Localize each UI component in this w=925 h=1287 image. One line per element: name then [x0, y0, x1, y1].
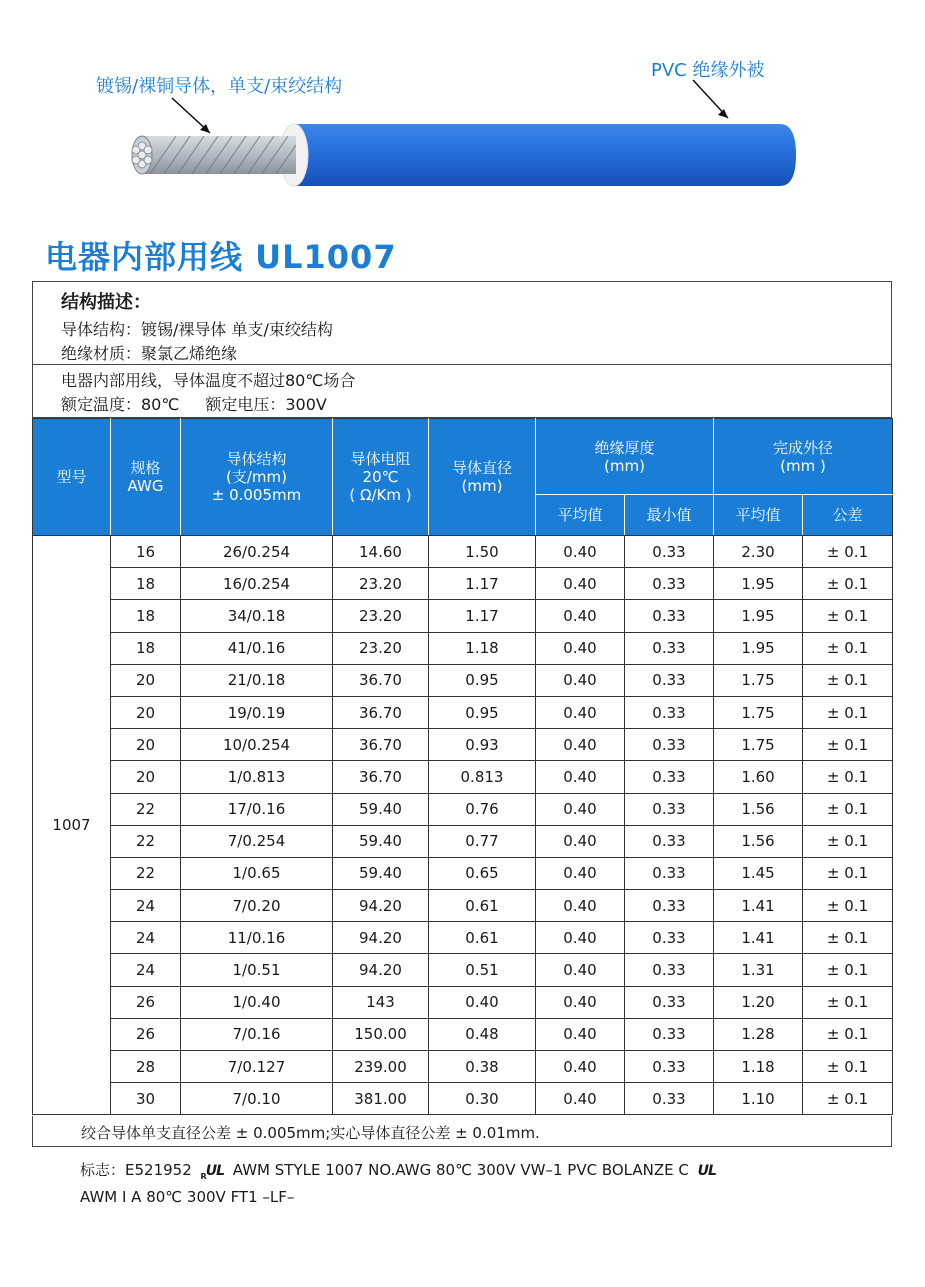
cell-awg: 28	[111, 1051, 181, 1083]
cell-awg: 24	[111, 890, 181, 922]
header-conductor: 导体结构 (支/mm) ± 0.005mm	[181, 419, 333, 536]
cell-resistance: 94.20	[333, 954, 429, 986]
insulation-material: 绝缘材质：聚氯乙烯绝缘	[61, 344, 238, 363]
table-row	[33, 922, 893, 954]
table-row	[33, 664, 893, 696]
marking-prefix: 标志：E521952	[80, 1161, 192, 1179]
cell-tolerance: ± 0.1	[803, 729, 893, 761]
jacket-label: PVC 绝缘外被	[651, 60, 765, 81]
cell-outer-avg: 1.56	[714, 793, 803, 825]
table-row	[33, 1018, 893, 1050]
cell-conductor: 1/0.65	[181, 857, 333, 889]
cell-awg: 20	[111, 664, 181, 696]
cell-insulation-min: 0.33	[625, 1018, 714, 1050]
cell-outer-avg: 1.31	[714, 954, 803, 986]
cell-awg: 16	[111, 536, 181, 568]
cell-outer-avg: 1.10	[714, 1083, 803, 1115]
table-row	[33, 696, 893, 728]
cell-diameter: 1.18	[429, 632, 536, 664]
cell-tolerance: ± 0.1	[803, 536, 893, 568]
cell-outer-avg: 1.75	[714, 696, 803, 728]
ul-logo-icon: $_R$UL	[200, 1163, 224, 1181]
cell-model: 1007	[33, 536, 111, 1115]
cell-diameter: 1.17	[429, 568, 536, 600]
cell-outer-avg: 1.41	[714, 922, 803, 954]
table-row	[33, 890, 893, 922]
header-outer-avg: 平均值	[714, 495, 803, 536]
cell-insulation-avg: 0.40	[536, 922, 625, 954]
cell-insulation-avg: 0.40	[536, 696, 625, 728]
cell-awg: 18	[111, 600, 181, 632]
cell-conductor: 7/0.10	[181, 1083, 333, 1115]
cell-resistance: 59.40	[333, 857, 429, 889]
cell-outer-avg: 1.75	[714, 664, 803, 696]
cell-outer-avg: 1.95	[714, 568, 803, 600]
cell-tolerance: ± 0.1	[803, 857, 893, 889]
cell-diameter: 1.17	[429, 600, 536, 632]
spec-table-body	[33, 536, 893, 1115]
cell-diameter: 0.93	[429, 729, 536, 761]
cell-diameter: 0.61	[429, 922, 536, 954]
cell-conductor: 7/0.127	[181, 1051, 333, 1083]
cell-insulation-avg: 0.40	[536, 664, 625, 696]
cell-insulation-avg: 0.40	[536, 1083, 625, 1115]
cell-insulation-avg: 0.40	[536, 954, 625, 986]
cell-insulation-min: 0.33	[625, 696, 714, 728]
cell-diameter: 1.50	[429, 536, 536, 568]
cell-insulation-avg: 0.40	[536, 600, 625, 632]
header-awg: 规格 AWG	[111, 419, 181, 536]
cell-awg: 30	[111, 1083, 181, 1115]
cell-insulation-min: 0.33	[625, 954, 714, 986]
structure-description	[32, 281, 892, 364]
cell-tolerance: ± 0.1	[803, 986, 893, 1018]
cell-tolerance: ± 0.1	[803, 600, 893, 632]
cell-insulation-min: 0.33	[625, 664, 714, 696]
cell-outer-avg: 1.95	[714, 600, 803, 632]
conductor-label: 镀锡/裸铜导体，单支/束绞结构	[96, 76, 343, 97]
cell-conductor: 1/0.51	[181, 954, 333, 986]
cell-outer-avg: 1.41	[714, 890, 803, 922]
rated-temperature: 额定温度：80℃	[61, 395, 180, 414]
cell-resistance: 36.70	[333, 664, 429, 696]
cell-outer-avg: 1.60	[714, 761, 803, 793]
header-insulation-min: 最小值	[625, 495, 714, 536]
cell-resistance: 23.20	[333, 600, 429, 632]
cell-awg: 18	[111, 632, 181, 664]
cell-tolerance: ± 0.1	[803, 793, 893, 825]
cell-diameter: 0.95	[429, 664, 536, 696]
cell-diameter: 0.95	[429, 696, 536, 728]
cell-resistance: 36.70	[333, 696, 429, 728]
cell-outer-avg: 1.20	[714, 986, 803, 1018]
cell-awg: 20	[111, 729, 181, 761]
cell-conductor: 16/0.254	[181, 568, 333, 600]
cell-tolerance: ± 0.1	[803, 568, 893, 600]
usage-text: 电器内部用线，导体温度不超过80℃场合	[61, 371, 356, 390]
cell-insulation-min: 0.33	[625, 857, 714, 889]
cell-awg: 24	[111, 954, 181, 986]
usage-description	[32, 364, 892, 418]
cell-diameter: 0.813	[429, 761, 536, 793]
cell-insulation-avg: 0.40	[536, 793, 625, 825]
cell-tolerance: ± 0.1	[803, 954, 893, 986]
cell-tolerance: ± 0.1	[803, 922, 893, 954]
cell-insulation-avg: 0.40	[536, 536, 625, 568]
header-outer-diameter: 完成外径 (mm )	[714, 419, 893, 495]
cell-insulation-min: 0.33	[625, 632, 714, 664]
header-insulation-avg: 平均值	[536, 495, 625, 536]
cell-insulation-avg: 0.40	[536, 632, 625, 664]
cell-insulation-avg: 0.40	[536, 1051, 625, 1083]
cell-resistance: 143	[333, 986, 429, 1018]
cell-diameter: 0.65	[429, 857, 536, 889]
cell-insulation-avg: 0.40	[536, 857, 625, 889]
cell-resistance: 381.00	[333, 1083, 429, 1115]
table-row	[33, 1083, 893, 1115]
cell-conductor: 34/0.18	[181, 600, 333, 632]
cell-insulation-min: 0.33	[625, 1083, 714, 1115]
cell-insulation-min: 0.33	[625, 1051, 714, 1083]
conductor-structure: 导体结构：镀锡/裸导体 单支/束绞结构	[61, 320, 333, 339]
cell-awg: 20	[111, 696, 181, 728]
cell-conductor: 7/0.20	[181, 890, 333, 922]
cable-drawing	[0, 0, 925, 220]
cell-conductor: 7/0.16	[181, 1018, 333, 1050]
cell-conductor: 11/0.16	[181, 922, 333, 954]
cell-insulation-min: 0.33	[625, 536, 714, 568]
cell-resistance: 36.70	[333, 729, 429, 761]
cell-conductor: 10/0.254	[181, 729, 333, 761]
cell-outer-avg: 1.28	[714, 1018, 803, 1050]
cell-resistance: 23.20	[333, 568, 429, 600]
cell-tolerance: ± 0.1	[803, 632, 893, 664]
cell-insulation-min: 0.33	[625, 729, 714, 761]
cell-outer-avg: 1.18	[714, 1051, 803, 1083]
cell-conductor: 21/0.18	[181, 664, 333, 696]
cell-insulation-min: 0.33	[625, 890, 714, 922]
cell-tolerance: ± 0.1	[803, 825, 893, 857]
cell-resistance: 14.60	[333, 536, 429, 568]
cell-insulation-avg: 0.40	[536, 729, 625, 761]
cell-resistance: 59.40	[333, 793, 429, 825]
cell-tolerance: ± 0.1	[803, 890, 893, 922]
header-diameter: 导体直径 (mm)	[429, 419, 536, 536]
cell-conductor: 26/0.254	[181, 536, 333, 568]
header-insulation: 绝缘厚度 (mm)	[536, 419, 714, 495]
table-row	[33, 761, 893, 793]
table-row	[33, 1051, 893, 1083]
cell-diameter: 0.30	[429, 1083, 536, 1115]
cell-awg: 22	[111, 857, 181, 889]
cell-insulation-min: 0.33	[625, 793, 714, 825]
rated-voltage: 额定电压：300V	[205, 395, 327, 414]
header-outer-tolerance: 公差	[803, 495, 893, 536]
cell-outer-avg: 1.75	[714, 729, 803, 761]
cell-insulation-min: 0.33	[625, 825, 714, 857]
cell-insulation-min: 0.33	[625, 600, 714, 632]
cell-tolerance: ± 0.1	[803, 761, 893, 793]
cell-insulation-min: 0.33	[625, 761, 714, 793]
cell-insulation-avg: 0.40	[536, 825, 625, 857]
header-model: 型号	[33, 419, 111, 536]
cell-resistance: 36.70	[333, 761, 429, 793]
table-row	[33, 825, 893, 857]
cell-diameter: 0.77	[429, 825, 536, 857]
cell-tolerance: ± 0.1	[803, 1083, 893, 1115]
cell-conductor: 1/0.40	[181, 986, 333, 1018]
table-row	[33, 857, 893, 889]
cell-resistance: 94.20	[333, 922, 429, 954]
cell-diameter: 0.76	[429, 793, 536, 825]
cell-tolerance: ± 0.1	[803, 1018, 893, 1050]
cell-conductor: 17/0.16	[181, 793, 333, 825]
cable-illustration	[0, 0, 925, 220]
cell-outer-avg: 2.30	[714, 536, 803, 568]
marking-line2: AWM I A 80℃ 300V FT1 –LF–	[80, 1187, 295, 1206]
cell-insulation-avg: 0.40	[536, 986, 625, 1018]
cell-conductor: 7/0.254	[181, 825, 333, 857]
cell-outer-avg: 1.45	[714, 857, 803, 889]
cell-conductor: 41/0.16	[181, 632, 333, 664]
cell-conductor: 1/0.813	[181, 761, 333, 793]
table-row	[33, 600, 893, 632]
cell-resistance: 59.40	[333, 825, 429, 857]
cell-awg: 22	[111, 825, 181, 857]
cell-tolerance: ± 0.1	[803, 1051, 893, 1083]
table-row	[33, 954, 893, 986]
tolerance-note: 绞合导体单支直径公差 ± 0.005mm;实心导体直径公差 ± 0.01mm.	[32, 1116, 892, 1147]
cell-insulation-avg: 0.40	[536, 568, 625, 600]
cell-insulation-avg: 0.40	[536, 890, 625, 922]
cell-diameter: 0.51	[429, 954, 536, 986]
description-heading: 结构描述：	[61, 292, 151, 313]
table-row	[33, 793, 893, 825]
cell-diameter: 0.48	[429, 1018, 536, 1050]
cell-awg: 20	[111, 761, 181, 793]
cell-awg: 24	[111, 922, 181, 954]
cell-resistance: 239.00	[333, 1051, 429, 1083]
spec-table	[32, 418, 893, 1115]
marking-style: AWM STYLE 1007 NO.AWG 80℃ 300V VW–1 PVC BOLANZE C	[232, 1161, 689, 1179]
cell-conductor: 19/0.19	[181, 696, 333, 728]
cell-resistance: 94.20	[333, 890, 429, 922]
cell-resistance: 23.20	[333, 632, 429, 664]
cell-outer-avg: 1.95	[714, 632, 803, 664]
table-row	[33, 536, 893, 568]
jacket-shape	[296, 124, 796, 186]
cell-insulation-min: 0.33	[625, 922, 714, 954]
table-row	[33, 986, 893, 1018]
table-row	[33, 632, 893, 664]
cell-insulation-min: 0.33	[625, 568, 714, 600]
cell-awg: 26	[111, 1018, 181, 1050]
cell-diameter: 0.38	[429, 1051, 536, 1083]
cell-resistance: 150.00	[333, 1018, 429, 1050]
cell-awg: 26	[111, 986, 181, 1018]
table-row	[33, 729, 893, 761]
cell-awg: 18	[111, 568, 181, 600]
table-row	[33, 568, 893, 600]
cell-insulation-min: 0.33	[625, 986, 714, 1018]
cell-insulation-avg: 0.40	[536, 761, 625, 793]
cell-tolerance: ± 0.1	[803, 664, 893, 696]
cell-insulation-avg: 0.40	[536, 1018, 625, 1050]
marking	[80, 1160, 720, 1207]
cell-diameter: 0.61	[429, 890, 536, 922]
cell-awg: 22	[111, 793, 181, 825]
page-title: 电器内部用线 UL1007	[45, 238, 397, 276]
cell-diameter: 0.40	[429, 986, 536, 1018]
cell-tolerance: ± 0.1	[803, 696, 893, 728]
cell-outer-avg: 1.56	[714, 825, 803, 857]
header-resistance: 导体电阻 20℃ ( Ω/Km )	[333, 419, 429, 536]
cul-logo-icon: UL	[697, 1163, 716, 1179]
